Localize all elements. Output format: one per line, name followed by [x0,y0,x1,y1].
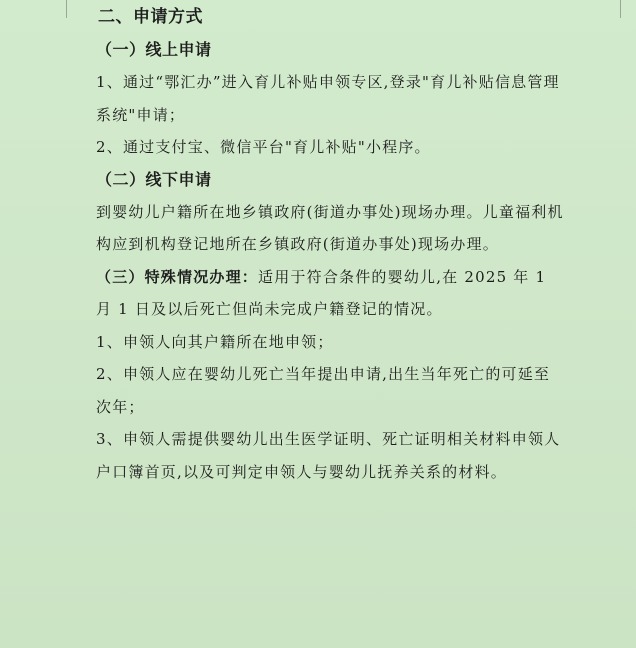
special-case-paragraph [96,261,564,326]
special-case-intro: 适用于符合条件的婴幼儿,在 2025 年 1 月 1 日及以后死亡但尚未完成户籍登记的情况。 [96,267,547,318]
offline-text: 到婴幼儿户籍所在地乡镇政府(街道办事处)现场办理。儿童福利机构应到机构登记地所在乡镇政府(街道办事处)现场办理。 [96,202,564,253]
special-item-2: 2、申领人应在婴幼儿死亡当年提出申请,出生当年死亡的可延至次年； [96,365,551,416]
special-case-title: （三）特殊情况办理： [96,267,259,286]
page-edge-left [66,0,67,18]
online-application-title: （一）线上申请 [96,40,212,59]
special-item-1: 1、申领人向其户籍所在地申领； [96,332,334,351]
offline-application-title: （二）线下申请 [96,169,212,189]
document-content [84,4,564,488]
section-heading: 二、申请方式 [98,7,203,27]
page-edge-right [620,0,621,18]
online-item-1: 1、通过“鄂汇办”进入育儿补贴申领专区,登录"育儿补贴信息管理系统"申请； [96,73,560,124]
online-item-2: 2、通过支付宝、微信平台"育儿补贴"小程序。 [96,138,431,156]
special-item-3: 3、申领人需提供婴幼儿出生医学证明、死亡证明相关材料申领人户口簿首页,以及可判定申领人与婴幼儿抚养关系的材料。 [96,430,561,481]
